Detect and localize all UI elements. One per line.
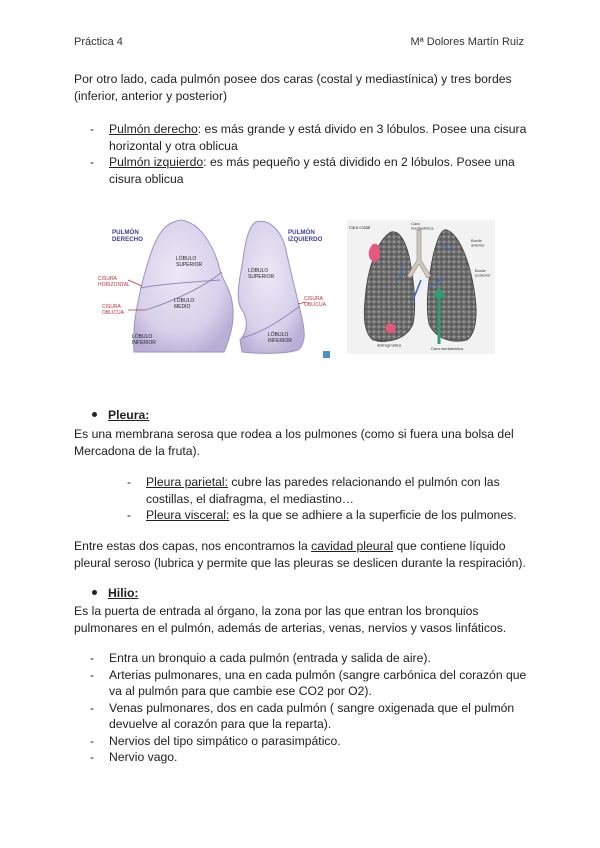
list-item-hilio-2: - Arterias pulmonares, una en cada pulmón (sangre carbónica del corazón que va al pulmón para que cambie ese CO2 por O2). [90, 667, 530, 700]
fig2-label-5: Base diafragmática [377, 338, 402, 348]
pleura-heading-text: Pleura: [108, 408, 150, 422]
list-item-right-lung [90, 121, 530, 154]
header-right: Mª Dolores Martín Ruiz [410, 36, 524, 48]
list-item-hilio-1: - Entra un bronquio a cada pulmón (entrada y salida de aire). [90, 650, 530, 667]
fig2-label-1: Cara costal [349, 225, 371, 230]
list-item-pleura-visceral [127, 507, 527, 524]
fig2-label-4: Borde posterior [475, 268, 491, 278]
bullet-icon [92, 412, 97, 417]
label-cisura-oblicua-r: CISURA OBLICUA [102, 304, 124, 316]
label-cisura-horizontal: CISURA HORIZONTAL [98, 276, 130, 288]
text-pleura-visceral: es la que se adhiere a la superficie de los pulmones. [229, 508, 517, 522]
pleura-heading [92, 408, 149, 422]
cavity-after: que contiene líquido pleural seroso (lubrica y permite que las pleuras se deslicen durante la respiración). [74, 539, 526, 570]
term-pleura-visceral: Pleura visceral: [146, 508, 230, 522]
lung-anatomy-figure [347, 220, 495, 354]
fig2-label-2: Cara mediastínica [411, 221, 434, 231]
list-item-hilio-3: - Venas pulmonares, dos en cada pulmón ( sangre oxigenada que el pulmón devuelve al corazón para que la reparta). [90, 700, 530, 733]
text-right-lung: : es más grande y está divido en 3 lóbulos. Posee una cisura horizontal y otra oblicua [109, 122, 527, 153]
fig2-label-3: Borde anterior [471, 238, 485, 248]
label-lobulo-superior-r: LÓBULO SUPERIOR [176, 256, 203, 268]
hilio-list [90, 650, 530, 766]
lungs-list [90, 121, 530, 187]
list-item-pleura-parietal [127, 474, 527, 507]
fig2-label-6: Cara mediastínica [431, 346, 464, 351]
list-item-hilio-5: - Nervio vago. [90, 749, 530, 766]
cavity-before: Entre estas dos capas, nos encontramos la [74, 539, 312, 553]
term-pleura-parietal: Pleura parietal: [146, 475, 228, 489]
bullet-icon [92, 590, 97, 595]
left-lung-title: PULMÓN IZQUIERDO [288, 229, 323, 244]
cavity-term: cavidad pleural [311, 539, 394, 553]
term-right-lung: Pulmón derecho [109, 122, 198, 136]
right-lung-title: PULMÓN DERECHO [112, 229, 143, 244]
list-item-hilio-4: - Nervios del tipo simpático o parasimpático. [90, 733, 530, 750]
label-lobulo-medio: LÓBULO MEDIO [174, 298, 195, 310]
label-lobulo-superior-l: LÓBULO SUPERIOR [248, 268, 275, 280]
lung-lobes-figure [92, 214, 336, 362]
label-lobulo-inferior-l: LÓBULO INFERIOR [268, 332, 292, 344]
hilio-intro: Es la puerta de entrada al órgano, la zona por las que entran los bronquios pulmonares en el pulmón, además de arterias, venas, nervios y vasos linfáticos. [74, 604, 507, 635]
pleura-intro: Es una membrana serosa que rodea a los pulmones (como si fuera una bolsa del Mercadona de la fruta). [74, 427, 514, 458]
label-cisura-oblicua-l: CISURA OBLICUA [304, 296, 326, 308]
hilio-heading-text: Hilio: [108, 586, 139, 600]
pleura-list [127, 474, 527, 524]
intro-paragraph: Por otro lado, cada pulmón posee dos caras (costal y mediastínica) y tres bordes (inferior, anterior y posterior) [74, 72, 512, 103]
cavity-paragraph [74, 538, 534, 571]
term-left-lung: Pulmón izquierdo [109, 155, 204, 169]
hilio-heading [92, 586, 138, 600]
label-lobulo-inferior-r: LÓBULO INFERIOR [132, 334, 156, 346]
header-left: Práctica 4 [74, 36, 123, 48]
text-left-lung: : es más pequeño y está dividido en 2 lóbulos. Posee una cisura oblicua [109, 155, 515, 186]
text-pleura-parietal: cubre las paredes relacionando el pulmón con las costillas, el diafragma, el mediastino… [146, 475, 500, 506]
list-item-left-lung [90, 154, 530, 187]
